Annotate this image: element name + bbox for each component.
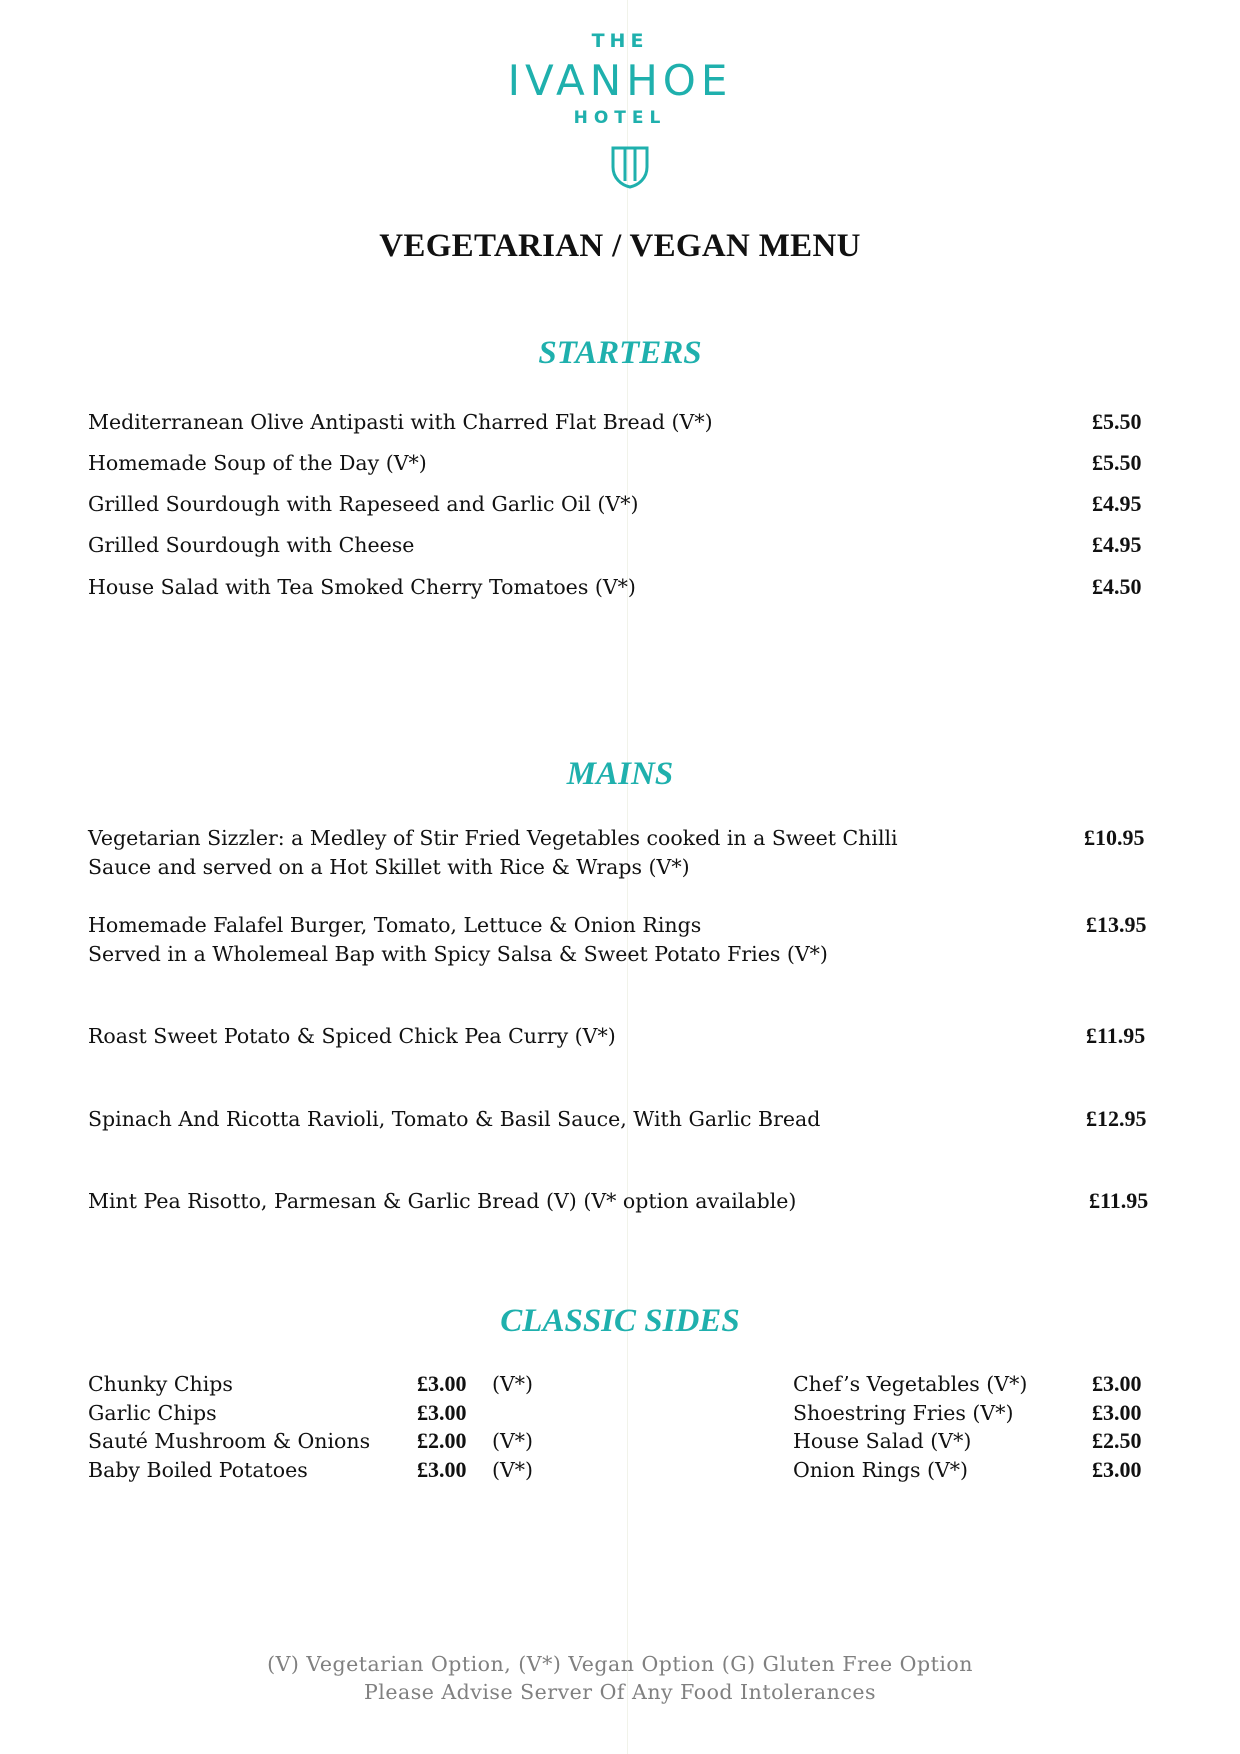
side-tag: (V*)	[492, 1372, 534, 1396]
shield-icon	[610, 145, 650, 189]
starter-price: £5.50	[1092, 450, 1142, 475]
starter-item: Mediterranean Olive Antipasti with Charred Flat Bread (V*)	[88, 410, 713, 434]
starter-price: £4.50	[1092, 574, 1142, 599]
side-item: Garlic Chips	[88, 1401, 217, 1425]
side-item: House Salad (V*)	[793, 1429, 972, 1453]
side-tag: (V*)	[492, 1458, 534, 1482]
side-item: Baby Boiled Potatoes	[88, 1458, 308, 1482]
starter-item: Grilled Sourdough with Rapeseed and Garlic Oil (V*)	[88, 492, 639, 516]
side-price: £3.00	[417, 1457, 467, 1482]
main-price: £13.95	[1086, 912, 1147, 937]
menu-title: VEGETARIAN / VEGAN MENU	[379, 228, 861, 264]
main-item-line: Sauce and served on a Hot Skillet with Rice & Wraps (V*)	[88, 855, 690, 879]
side-item: Chef’s Vegetables (V*)	[793, 1372, 1028, 1396]
side-price: £3.00	[417, 1371, 467, 1396]
starters-heading: STARTERS	[538, 335, 702, 371]
main-item-line: Homemade Falafel Burger, Tomato, Lettuce & Onion Rings	[88, 913, 702, 937]
starter-price: £4.95	[1092, 491, 1142, 516]
side-item: Shoestring Fries (V*)	[793, 1401, 1014, 1425]
side-price: £3.00	[1092, 1371, 1142, 1396]
main-price: £11.95	[1089, 1188, 1149, 1213]
main-price: £12.95	[1086, 1106, 1147, 1131]
side-item: Sauté Mushroom & Onions	[88, 1429, 371, 1453]
main-item-line: Vegetarian Sizzler: a Medley of Stir Fried Vegetables cooked in a Sweet Chilli	[88, 826, 898, 850]
side-price: £3.00	[417, 1400, 467, 1425]
sides-heading: CLASSIC SIDES	[500, 1303, 740, 1339]
footer-note: Please Advise Server Of Any Food Intolerances	[364, 1680, 876, 1704]
main-item-line: Served in a Wholemeal Bap with Spicy Salsa & Sweet Potato Fries (V*)	[88, 942, 828, 966]
starter-item: Homemade Soup of the Day (V*)	[88, 451, 427, 475]
logo-name: IVANHOE	[507, 56, 733, 105]
mains-heading: MAINS	[566, 756, 674, 792]
starter-item: House Salad with Tea Smoked Cherry Tomatoes (V*)	[88, 575, 636, 599]
footer-legend: (V) Vegetarian Option, (V*) Vegan Option (G) Gluten Free Option	[267, 1652, 973, 1676]
side-price: £2.00	[417, 1428, 467, 1453]
side-item: Chunky Chips	[88, 1372, 233, 1396]
starter-price: £5.50	[1092, 409, 1142, 434]
side-price: £3.00	[1092, 1400, 1142, 1425]
main-item-line: Roast Sweet Potato & Spiced Chick Pea Curry (V*)	[88, 1024, 616, 1048]
starter-item: Grilled Sourdough with Cheese	[88, 533, 415, 557]
starter-price: £4.95	[1092, 532, 1142, 557]
side-item: Onion Rings (V*)	[793, 1458, 969, 1482]
side-price: £2.50	[1092, 1428, 1142, 1453]
side-price: £3.00	[1092, 1457, 1142, 1482]
main-price: £11.95	[1086, 1023, 1146, 1048]
main-item-line: Spinach And Ricotta Ravioli, Tomato & Basil Sauce, With Garlic Bread	[88, 1107, 821, 1131]
main-item-line: Mint Pea Risotto, Parmesan & Garlic Bread (V) (V* option available)	[88, 1189, 797, 1213]
main-price: £10.95	[1084, 825, 1145, 850]
side-tag: (V*)	[492, 1429, 534, 1453]
logo-hotel: HOTEL	[573, 108, 667, 128]
logo-the: THE	[591, 30, 649, 52]
